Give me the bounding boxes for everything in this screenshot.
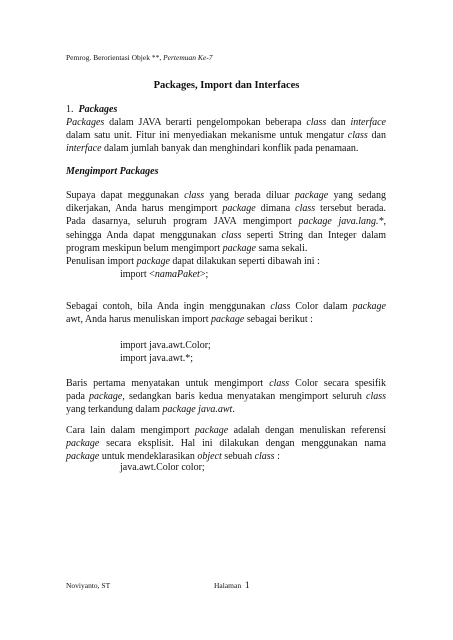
section-heading: Mengimport Packages <box>66 166 159 177</box>
paragraph-line: dalam satu unit. Fitur ini menyediakan mekanisme untuk mengatur class dan <box>66 130 386 142</box>
paragraph-line: sehingga Anda dapat menggunakan class seperti String dan Integer dalam <box>66 229 387 241</box>
section-packages-heading <box>66 103 386 116</box>
section-heading: Packages <box>78 104 118 115</box>
paragraph-line: pada package, sedangkan baris kedua menyatakan mengimport seluruh class <box>66 391 386 403</box>
paragraph-line: dikerjakan, Anda harus mengimport package dimana class tersebut berada. <box>66 203 386 215</box>
page-header <box>66 53 212 62</box>
code-example <box>120 339 211 365</box>
section-import-paragraph <box>66 189 386 268</box>
paragraph-line: Pada dasarnya, seluruh program JAVA mengimport package java.lang.*, <box>66 216 386 228</box>
paragraph-line: package untuk mendeklarasikan object sebuah class : <box>66 451 280 463</box>
paragraph-line: Packages dalam JAVA berarti pengelompokan beberapa class dan interface <box>66 117 386 128</box>
page-title: Packages, Import dan Interfaces <box>153 80 300 91</box>
paragraph-line: Penulisan import package dapat dilakukan seperti dibawah ini : <box>66 256 320 268</box>
section-packages-paragraph <box>66 116 386 156</box>
section-number: 1. <box>66 104 74 115</box>
code-explicit-declaration: java.awt.Color color; <box>120 462 205 473</box>
footer-author: Noviyanto, ST <box>66 581 111 590</box>
section-example-paragraph <box>66 300 386 326</box>
code-import-syntax: import <namaPaket>; <box>120 269 209 280</box>
paragraph-line: Cara lain dalam mengimport package adalah dengan menuliskan referensi <box>66 425 386 436</box>
header-course: Pemrog. Berorientasi Objek **, <box>66 53 164 62</box>
footer-page-number: 1 <box>244 581 250 591</box>
section-explanation-paragraph <box>66 377 386 417</box>
code-line: import java.awt.Color; <box>120 340 211 351</box>
code-line: import java.awt.*; <box>120 353 194 365</box>
paragraph-line: interface dalam jumlah banyak dan menghindari konflik pada penamaan. <box>66 143 359 155</box>
footer-page <box>214 581 250 591</box>
footer-page-label: Halaman <box>214 581 242 590</box>
paragraph-line: Sebagai contoh, bila Anda ingin menggunakan class Color dalam package <box>66 301 386 312</box>
paragraph-line: Baris pertama menyatakan untuk mengimport class Color secara spesifik <box>66 378 386 389</box>
section-import-heading <box>66 165 386 178</box>
header-meeting: Pertemuan Ke-7 <box>163 53 213 62</box>
section-explicit-paragraph <box>66 424 386 464</box>
paragraph-line: Supaya dapat meggunakan class yang berada diluar package yang sedang <box>66 190 386 201</box>
paragraph-line: program meskipun belum mengimport package sama sekali. <box>66 242 308 254</box>
paragraph-line: awt, Anda harus menuliskan import package sebagai berikut : <box>66 314 313 326</box>
paragraph-line: yang terkandung dalam package java.awt. <box>66 404 235 416</box>
paragraph-line: package secara eksplisit. Hal ini dilakukan dengan menggunakan nama <box>66 438 386 450</box>
